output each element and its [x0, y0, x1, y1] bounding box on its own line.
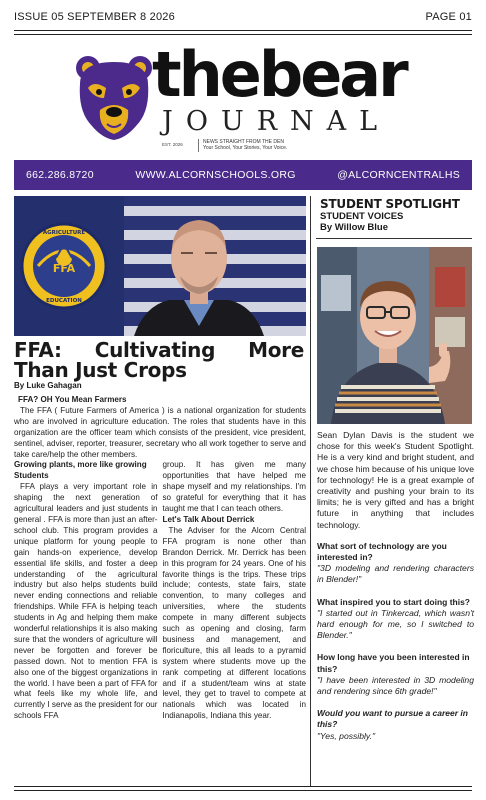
- brand-name: thebear: [152, 38, 406, 111]
- question: What inspired you to start doing this?: [317, 596, 470, 607]
- flag-emblem-bottom-text: EDUCATION: [46, 298, 82, 304]
- phone-number[interactable]: 662.286.8720: [26, 169, 94, 181]
- question: Would you want to pursue a career in this?: [317, 708, 468, 730]
- answer: "3D modeling and rendering characters in Blender!": [317, 563, 474, 585]
- issue-date: ISSUE 05 SEPTEMBER 8 2026: [14, 11, 175, 23]
- main-article-body: [14, 395, 306, 722]
- masthead: [60, 38, 430, 158]
- bear-logo-icon: [74, 54, 154, 142]
- student-portrait-image: [317, 247, 472, 424]
- spotlight-body: [317, 430, 474, 753]
- tagline-line-1: NEWS STRAIGHT FROM THE DEN: [203, 139, 284, 145]
- bottom-rule-1: [14, 786, 472, 787]
- paragraph-growing: FFA plays a very important role in shaping the next generation of agricultural leaders and just students in general . FFA is more than just an after-school club. This program provides a unique platform for young people to gain hands-on experience, develop essential life skills, and foster a deep understanding of the agricultural industry but also helps students build never ending connections and reliable friendships. While FFA is helping teach students in Ag and helping them make wonderful relationships it is also making sure that the wonders of agriculture will never be forgotten and forever be passed down. Not to mention FFA is also one of the biggest organizations in the world. I have been a part of FFA for what feels like my whole life, and currently I serve as the president for our schools FFA: [14, 482, 158, 721]
- qa-item: [317, 597, 474, 642]
- top-rule-2: [14, 34, 472, 35]
- answer: "I started out in Tinkercad, which wasn't hard enough for me, so I switched to Blender.": [317, 607, 474, 641]
- main-byline: By Luke Gahagan: [14, 381, 82, 390]
- top-rule-1: [14, 30, 472, 31]
- headline-line-2: Than Just Crops: [14, 358, 187, 382]
- paragraph-continued: group. It has given me many opportunities that have helped me shape myself and my relationships. I'm so grateful for everything that it has taught me that I can teach others.: [162, 460, 306, 514]
- tagline-line-2: Your School, Your Stories, Your Voice.: [203, 145, 288, 152]
- qa-item: [317, 652, 474, 697]
- answer: "Yes, possibly.": [317, 730, 376, 741]
- ffa-flag-portrait-image: [14, 196, 306, 336]
- bottom-rule-2: [14, 790, 472, 791]
- question: How long have you been interested in this?: [317, 652, 470, 674]
- column-divider: [310, 196, 311, 786]
- qa-item: [317, 708, 474, 742]
- spotlight-photo: [317, 247, 472, 424]
- flag-emblem-top-text: AGRICULTURE: [42, 230, 86, 236]
- brand-subtitle: JOURNAL: [162, 106, 391, 137]
- established-year: EST. 2026: [162, 142, 183, 147]
- paragraph-intro: The FFA ( Future Farmers of America ) is a national organization for students who are involved in agriculture education. The roles that students have in this organization are the officer team which consists of the president, vice president, sentinel, adviser, reporter, treasurer, secretary who all work together to serve and take care/help the other members.: [14, 405, 306, 459]
- social-handle[interactable]: @ALCORNCENTRALHS: [337, 169, 460, 181]
- spotlight-intro: Sean Dylan Davis is the student we chose for this week's Student Spotlight. He is a very kind and bright student, and we chose him because of his unique love for technology! He is a great example of creativity and pushing your brain to its limits; he is very gifted and has a bright future in anything that includes technology.: [317, 430, 474, 530]
- main-article-photo: [14, 196, 306, 336]
- spotlight-rule: [316, 238, 472, 239]
- subheading-derrick: Let's Talk About Derrick: [162, 514, 255, 524]
- headline-word-3: More: [248, 338, 304, 362]
- main-headline: [14, 340, 304, 380]
- spotlight-section: STUDENT VOICES: [320, 211, 404, 222]
- flag-emblem-center-text: FFA: [52, 262, 76, 275]
- tagline: [198, 139, 287, 152]
- website-link[interactable]: WWW.ALCORNSCHOOLS.ORG: [135, 169, 296, 181]
- contact-bar: [14, 160, 472, 190]
- paragraph-derrick: The Adviser for the Alcorn Central FFA program is none other than Brandon Derrick. Mr. Derrick has been in this program for 24 years. One of his favorite things is the trips. These trips include; contests, state fairs, state convention, to many colleges and universities, where the students compete in many different subjects such as opening and closing, farm business and management, and floriculture, this all leads to a pyramid system where students move up the rank competing at different locations and if a student/team wins at state level, they get to travel to compete at nationals which was located in Indianapolis, Indiana this year.: [162, 525, 306, 721]
- subheading-ffa: FFA? OH You Mean Farmers: [18, 395, 127, 404]
- spotlight-title: STUDENT SPOTLIGHT: [320, 197, 460, 211]
- headline-word-2: Cultivating: [94, 338, 216, 362]
- answer: "I have been interested in 3D modeling and rendering since 6th grade!": [317, 674, 474, 697]
- question: What sort of technology are you interested in?: [317, 540, 447, 563]
- issue-bar: [14, 8, 472, 26]
- page-number: PAGE 01: [425, 11, 472, 23]
- subheading-growing: Growing plants, more like growing Students: [14, 460, 147, 481]
- spotlight-byline: By Willow Blue: [320, 222, 389, 233]
- headline-word-1: FFA:: [14, 338, 62, 362]
- qa-item: [317, 541, 474, 586]
